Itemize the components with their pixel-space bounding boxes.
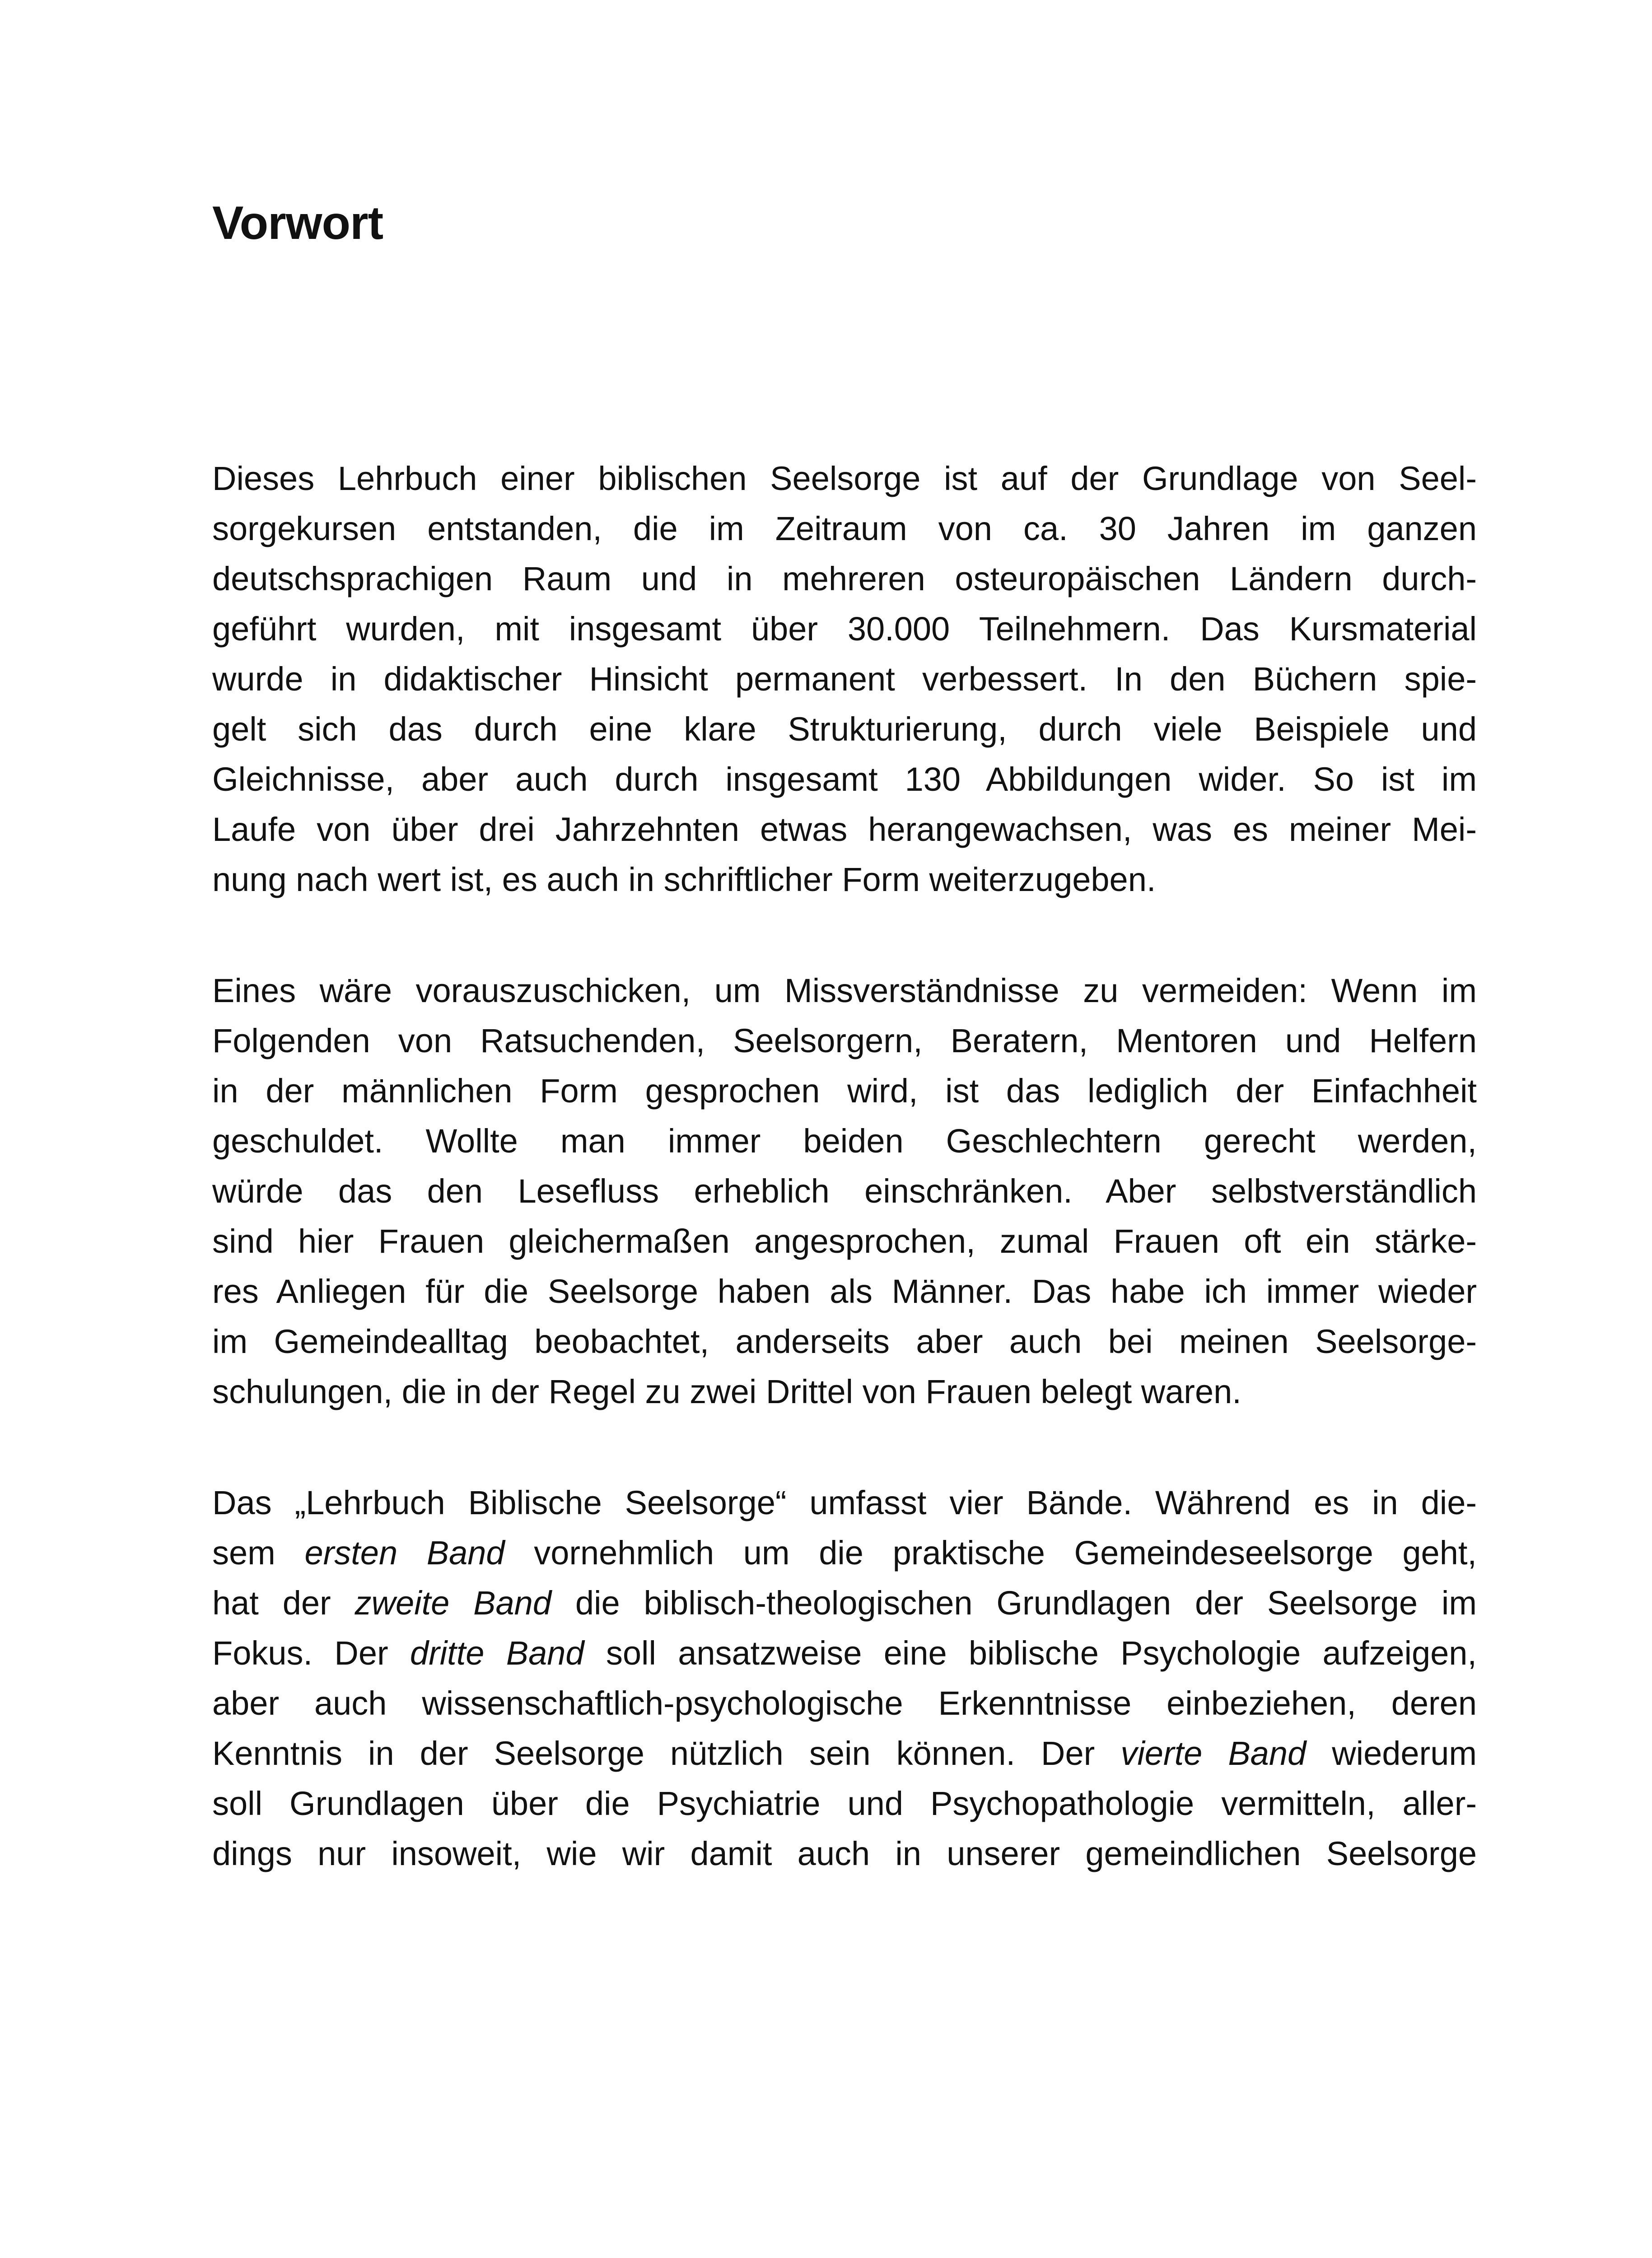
italic-term: dritte Band (410, 1634, 584, 1672)
text-run: Dieses Lehrbuch einer biblischen Seelsorge ist auf der Grundlage von Seel- (212, 460, 1477, 497)
text-run: Das „Lehrbuch Biblische Seelsorge“ umfasst vier Bände. Während es in die- (212, 1484, 1477, 1521)
text-run: Eines wäre vorauszuschicken, um Missverständnisse zu vermeiden: Wenn im (212, 972, 1477, 1009)
text-line (212, 554, 1477, 604)
text-line (212, 1528, 1477, 1578)
paragraph-intro (212, 453, 1477, 905)
text-line (212, 1778, 1477, 1829)
text-run: geschuldet. Wollte man immer beiden Geschlechtern gerecht werden, (212, 1122, 1477, 1160)
text-run: schulungen, die in der Regel zu zwei Drittel von Frauen belegt waren. (212, 1373, 1241, 1410)
text-run: Folgenden von Ratsuchenden, Seelsorgern, Beratern, Mentoren und Helfern (212, 1022, 1477, 1059)
text-run: hat der (212, 1584, 355, 1622)
text-run: sem (212, 1534, 305, 1572)
text-line (212, 1478, 1477, 1528)
text-run: Laufe von über drei Jahrzehnten etwas herangewachsen, was es meiner Mei- (212, 811, 1477, 848)
text-run: in der männlichen Form gesprochen wird, ist das lediglich der Einfachheit (212, 1072, 1477, 1110)
text-run: Gleichnisse, aber auch durch insgesamt 130 Abbildungen wider. So ist im (212, 760, 1477, 798)
text-line (212, 453, 1477, 504)
page-title: Vorwort (212, 197, 383, 249)
text-line (212, 966, 1477, 1016)
text-run: würde das den Lesefluss erheblich einschränken. Aber selbstverständlich (212, 1172, 1477, 1210)
paragraph-volumes (212, 1478, 1477, 1879)
text-run: nung nach wert ist, es auch in schriftlicher Form weiterzugeben. (212, 861, 1156, 898)
text-run: Kenntnis in der Seelsorge nützlich sein können. Der (212, 1735, 1121, 1772)
text-line (212, 1829, 1477, 1879)
italic-term: vierte Band (1120, 1735, 1307, 1772)
text-line (212, 604, 1477, 654)
text-line (212, 1728, 1477, 1778)
text-line (212, 1116, 1477, 1166)
text-run: geführt wurden, mit insgesamt über 30.000 Teilnehmern. Das Kursmaterial (212, 610, 1477, 648)
text-line (212, 654, 1477, 704)
text-line (212, 704, 1477, 754)
text-run: gelt sich das durch eine klare Strukturierung, durch viele Beispiele und (212, 710, 1477, 748)
text-run: im Gemeindealltag beobachtet, anderseits aber auch bei meinen Seelsorge- (212, 1323, 1477, 1360)
text-line (212, 1266, 1477, 1316)
text-run: sorgekursen entstanden, die im Zeitraum von ca. 30 Jahren im ganzen (212, 510, 1477, 547)
text-line (212, 1628, 1477, 1678)
text-run: aber auch wissenschaftlich-psychologische Erkenntnisse einbeziehen, deren (212, 1684, 1477, 1722)
text-run: res Anliegen für die Seelsorge haben als Männer. Das habe ich immer wieder (212, 1273, 1477, 1310)
text-line (212, 1578, 1477, 1628)
text-line (212, 1066, 1477, 1116)
italic-term: ersten Band (304, 1534, 505, 1572)
text-run: soll ansatzweise eine biblische Psychologie aufzeigen, (584, 1634, 1477, 1672)
text-run: Fokus. Der (212, 1634, 410, 1672)
text-line (212, 804, 1477, 854)
text-line (212, 754, 1477, 804)
text-run: deutschsprachigen Raum und in mehreren osteuropäischen Ländern durch- (212, 560, 1477, 597)
text-run: soll Grundlagen über die Psychiatrie und Psychopathologie vermitteln, aller- (212, 1785, 1477, 1822)
text-run: wiederum (1306, 1735, 1477, 1772)
text-line (212, 1367, 1477, 1417)
text-run: vornehmlich um die praktische Gemeindeseelsorge geht, (504, 1534, 1477, 1572)
text-line (212, 1166, 1477, 1216)
text-line (212, 1678, 1477, 1728)
text-line (212, 1316, 1477, 1367)
text-line (212, 854, 1477, 905)
text-run: dings nur insoweit, wie wir damit auch in unserer gemeindlichen Seelsorge (212, 1835, 1477, 1872)
text-line (212, 1216, 1477, 1266)
italic-term: zweite Band (355, 1584, 551, 1622)
text-run: die biblisch-theologischen Grundlagen der Seelsorge im (551, 1584, 1477, 1622)
text-run: wurde in didaktischer Hinsicht permanent verbessert. In den Büchern spie- (212, 660, 1477, 698)
text-run: sind hier Frauen gleichermaßen angesprochen, zumal Frauen oft ein stärke- (212, 1222, 1477, 1260)
text-line (212, 1016, 1477, 1066)
text-line (212, 504, 1477, 554)
paragraph-gender-note (212, 966, 1477, 1417)
